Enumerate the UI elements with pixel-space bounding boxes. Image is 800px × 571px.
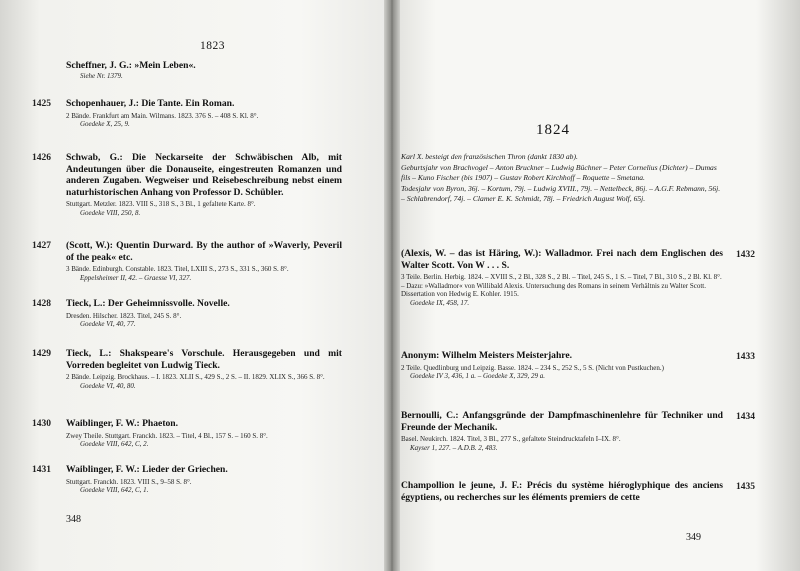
entry-number: 1431 — [32, 465, 51, 475]
entry-reference: Goedeke VIII, 642, C, 1. — [80, 486, 149, 495]
book-gutter — [384, 0, 400, 571]
entry-reference: Goedeke VI, 40, 80. — [80, 381, 136, 390]
entry-publication: 2 Teile. Quedlinburg und Leipzig. Basse. 1824. – 234 S., 252 S., 5 S. (Nicht von Pustkuchen.) — [401, 363, 664, 372]
event-line: Todesjahr von Byron, 36j. – Kortum, 79j. – Ludwig XVIII., 79j. – Nettelbeck, 86j. – A.G.F. Rebmann, 56j. – Schlabrendorf, 74j. – Clamer E. K. Schmidt, 78j. – Friedrich August Wolf, 65j. — [401, 184, 721, 203]
event-line: Geburtsjahr von Brachvogel – Anton Bruckner – Ludwig Büchner – Peter Cornelius (Dichter) – Dumas fils – Kuno Fischer (bis 1907) – Gustav Robert Kirchhoff – Roquette – Smetana. — [401, 163, 717, 182]
entry-title: Tieck, L.: Der Geheimnissvolle. Novelle. — [66, 298, 230, 309]
page-number: 349 — [686, 532, 701, 543]
entry-reference: Goedeke X, 25, 9. — [80, 120, 130, 129]
entry-number: 1429 — [32, 349, 51, 359]
entry-item — [0, 464, 340, 495]
left-page — [0, 0, 393, 571]
entry-item — [0, 152, 342, 217]
entry-item — [0, 298, 340, 329]
entry-number: 1435 — [736, 482, 755, 492]
entry-number: 1428 — [32, 299, 51, 309]
entry-reference: Eppelsheimer II, 42. – Graesse VI, 327. — [80, 273, 192, 282]
entry-publication: 2 Bände. Leipzig. Brockhaus. – I. 1823. XLII S., 429 S., 2 S. – II. 1829. XLIX S., 366 S. 8°. — [66, 373, 325, 381]
entry-item — [396, 410, 800, 452]
entry-item — [396, 248, 800, 307]
entry-publication: Dresden. Hilscher. 1823. Titel, 245 S. 8°. — [66, 311, 182, 320]
entry-title: Schopenhauer, J.: Die Tante. Ein Roman. — [66, 98, 235, 109]
entry-title: (Alexis, W. – das ist Häring, W.): Walladmor. Frei nach dem Englischen des Walter Scott. Von W . . . S. — [401, 248, 723, 271]
entry-title: Waiblinger, F. W.: Lieder der Griechen. — [66, 464, 228, 475]
page-number: 348 — [66, 514, 81, 525]
entry-number: 1434 — [736, 412, 755, 422]
entry-item — [0, 348, 342, 390]
entry-number: 1427 — [32, 241, 51, 251]
entry-title: Schwab, G.: Die Neckarseite der Schwäbischen Alb, mit Andeutungen über die Donauseite, eingestreuten Romanzen und anderen Zugaben. Wegweiser und Reisebeschreibung nebst einem naturhistorischen Anhang von Professor D. Schübler. — [66, 152, 342, 198]
entry-publication: Stuttgart. Franckh. 1823. VIII S., 9–58 S. 8°. — [66, 477, 192, 486]
entry-reference: Kayser 1, 227. – A.D.B. 2, 483. — [410, 443, 498, 452]
right-page — [396, 0, 800, 571]
entry-item — [0, 98, 340, 129]
entry-reference: Siehe Nr. 1379. — [80, 71, 123, 80]
entry-publication: Stuttgart. Metzler. 1823. VIII S., 318 S., 3 Bl., 1 gefaltete Karte. 8°. — [66, 200, 256, 208]
entry-reference: Goedeke VIII, 250, 8. — [80, 208, 141, 217]
entry-title: Anonym: Wilhelm Meisters Meisterjahre. — [401, 350, 573, 361]
year-events — [401, 152, 723, 205]
entry-publication: Basel. Neukirch. 1824. Titel, 3 Bl., 277 S., gefaltete Steindrucktafeln I–IX. 8°. — [401, 435, 621, 443]
entry-number: 1432 — [736, 250, 755, 260]
entry-title: Tieck, L.: Shakspeare's Vorschule. Herausgegeben und mit Vorreden begleitet von Ludwig Tieck. — [66, 348, 342, 371]
entry-item — [396, 350, 800, 381]
entry-title: (Scott, W.): Quentin Durward. By the author of »Waverly, Peveril of the peak« etc. — [66, 240, 342, 263]
entry-reference: Goedeke VI, 40, 77. — [80, 320, 136, 329]
entry-title: Waiblinger, F. W.: Phaeton. — [66, 418, 179, 429]
entry-title: Champollion le jeune, J. F.: Précis du système hiéroglyphique des anciens égyptiens, ou recherches sur les éléments premiers de cette — [401, 480, 723, 503]
entry-publication: 3 Bände. Edinburgh. Constable. 1823. Titel, LXIII S., 273 S., 331 S., 360 S. 8°. — [66, 265, 289, 273]
year-heading: 1824 — [536, 122, 570, 138]
entry-publication: Zwey Theile. Stuttgart. Franckh. 1823. – Titel, 4 Bl., 157 S. – 160 S. 8°. — [66, 431, 268, 440]
entry-title: Scheffner, J. G.: »Mein Leben«. — [66, 60, 196, 71]
entry-item — [0, 240, 342, 282]
entry-item — [0, 60, 340, 80]
entry-number: 1425 — [32, 99, 51, 109]
entry-publication: 2 Bände. Frankfurt am Main. Wilmans. 1823. 376 S. – 408 S. Kl. 8°. — [66, 111, 259, 120]
entry-reference: Goedeke IX, 458, 17. — [410, 298, 470, 307]
event-line: Karl X. besteigt den französischen Thron (dankt 1830 ab). — [401, 152, 578, 161]
entry-number: 1433 — [736, 352, 755, 362]
entry-title: Bernoulli, C.: Anfangsgründe der Dampfmaschinenlehre für Techniker und Freunde der Mechanik. — [401, 410, 723, 433]
entry-number: 1426 — [32, 153, 51, 163]
entry-item — [396, 480, 800, 503]
entry-number: 1430 — [32, 419, 51, 429]
entry-reference: Goedeke VIII, 642, C, 2. — [80, 440, 149, 449]
entry-publication: 3 Teile. Berlin. Herbig. 1824. – XVIII S., 2 Bl., 328 S., 2 Bl. – Titel, 245 S., 1 S. – Titel, 7 Bl., 310 S., 2 Bl. Kl. 8°. – Dazu: »Walladmor« von Willibald Alexis. Untersuchung des Romans in seinem Verhältnis zu Walter Scott. Dissertation von Hedwig E. Kohler. 1915. — [401, 273, 722, 299]
entry-reference: Goedeke IV 3, 436, 1 a. – Goedeke X, 329, 29 a. — [410, 372, 545, 381]
page-header-year: 1823 — [200, 40, 225, 52]
entry-item — [0, 418, 340, 449]
